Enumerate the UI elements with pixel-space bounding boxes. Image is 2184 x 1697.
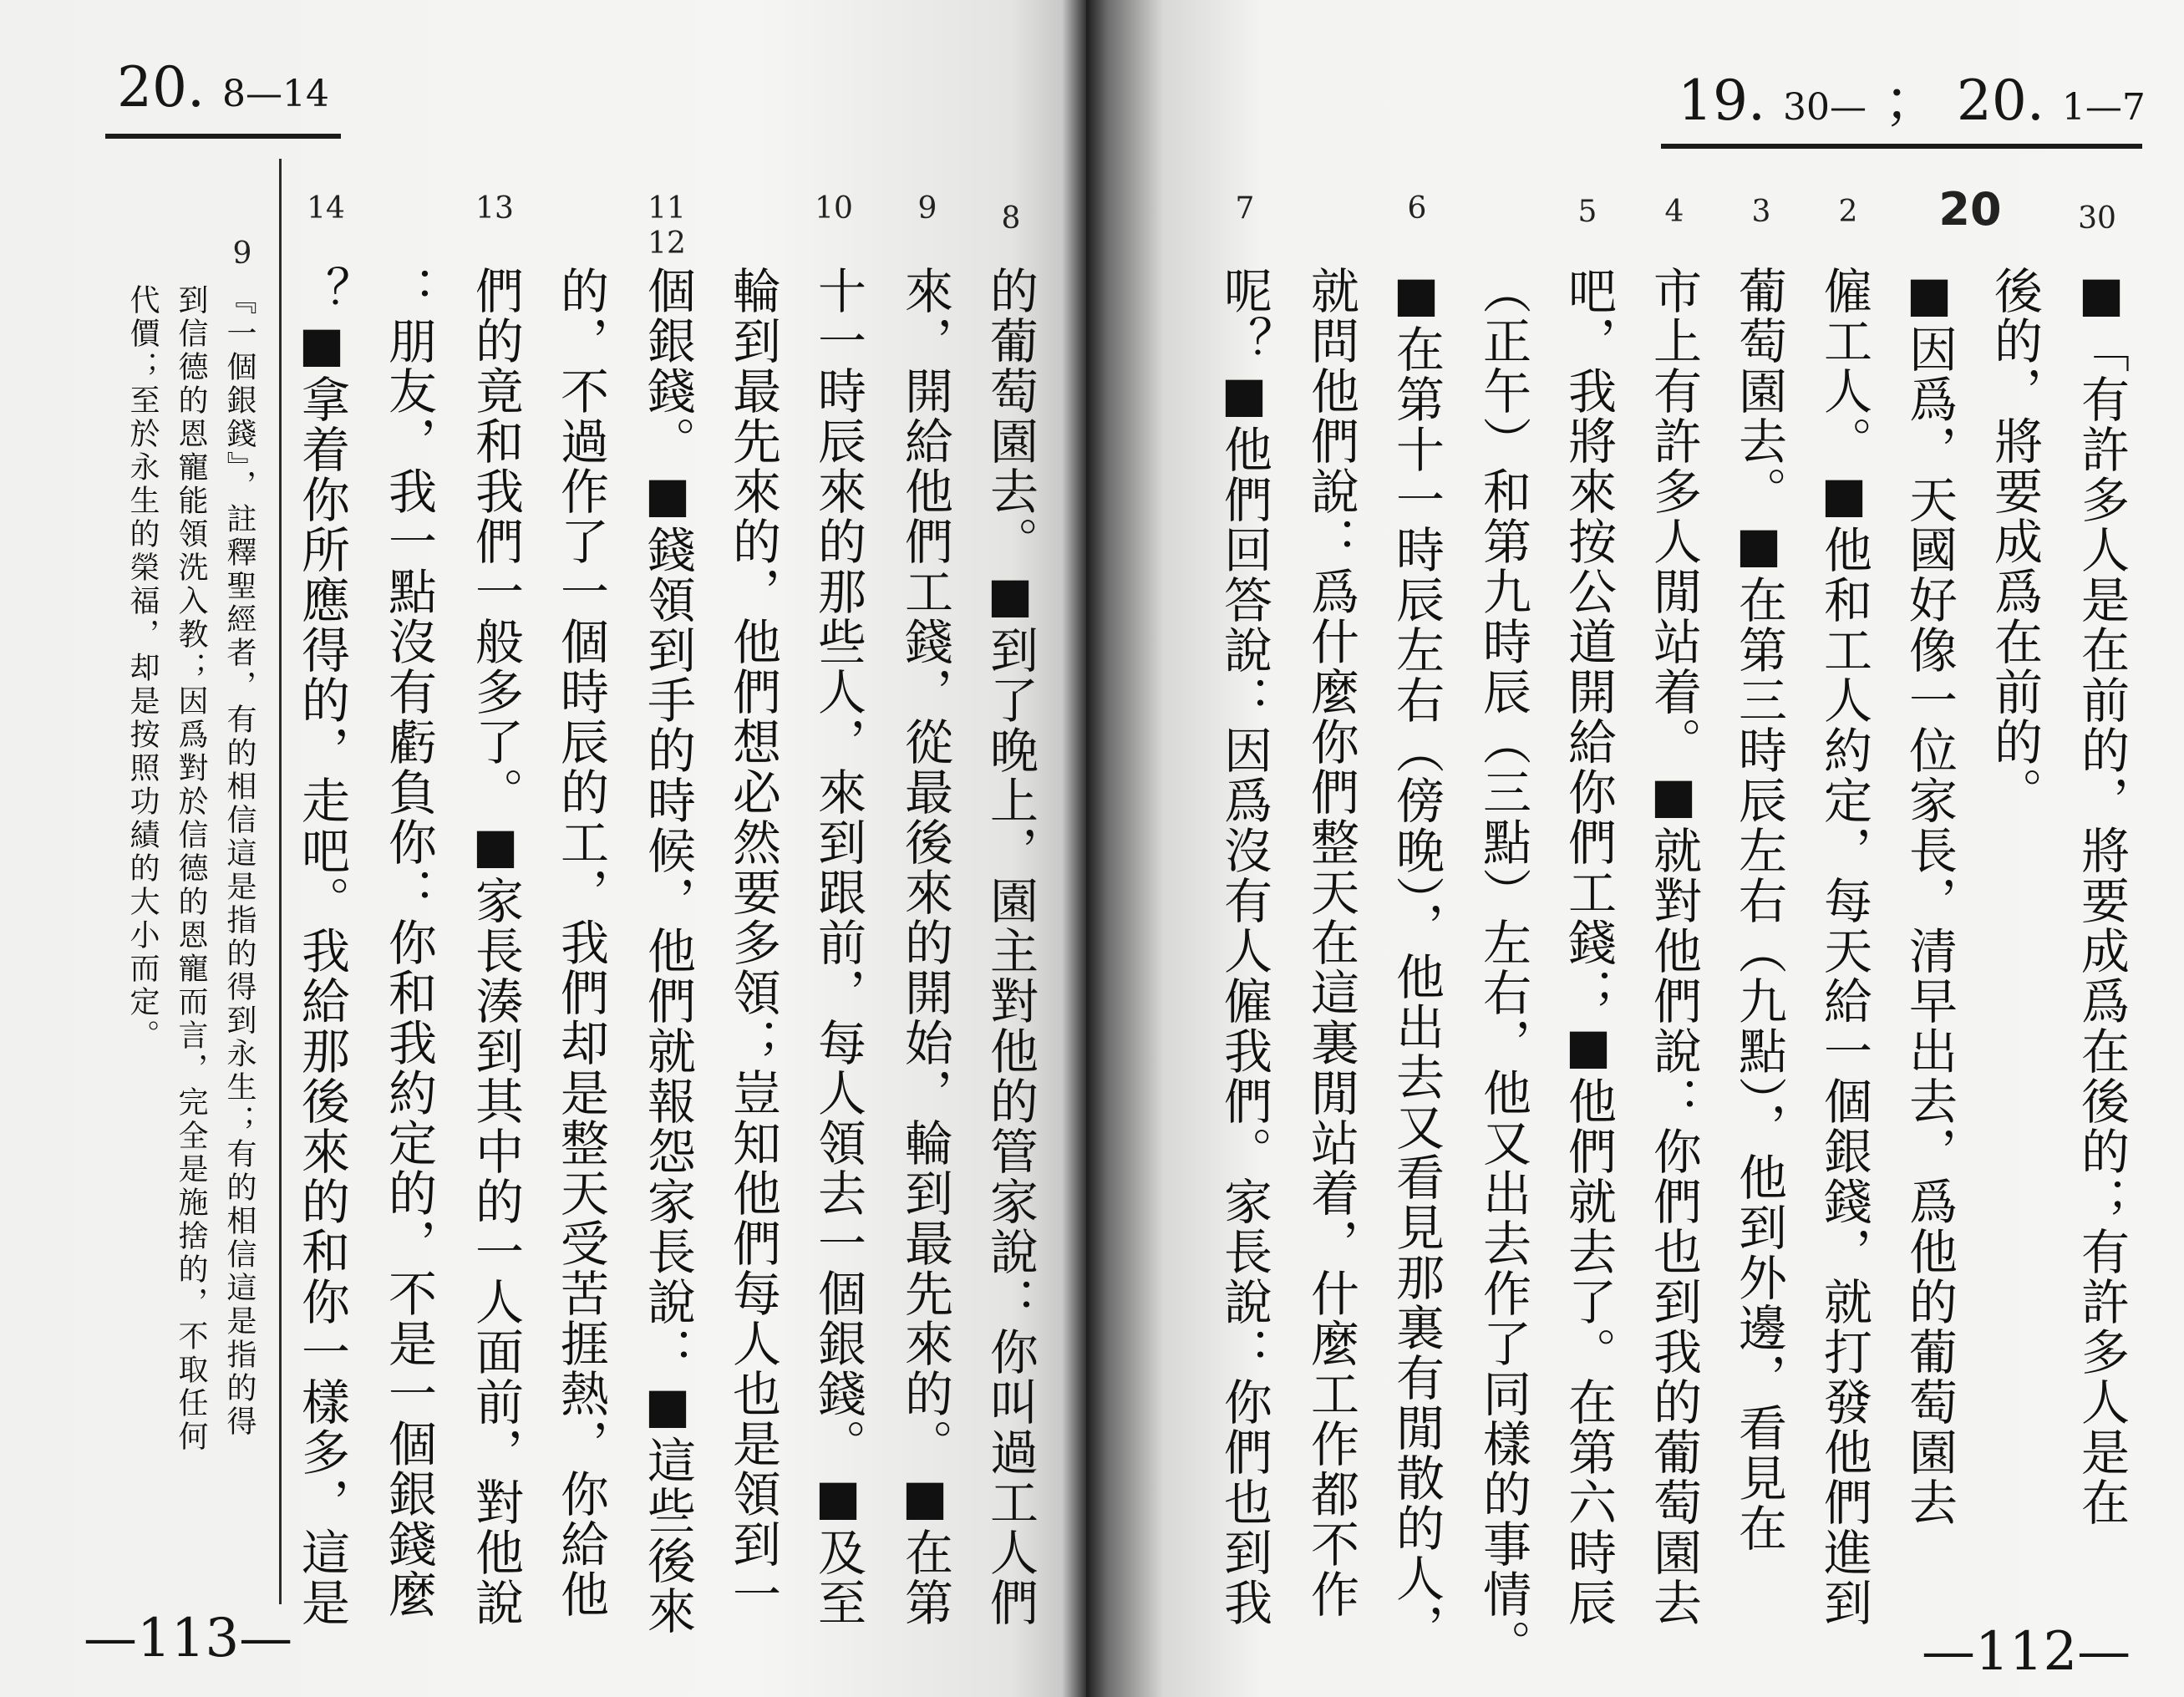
left-page	[0, 0, 1086, 1697]
right-header-separator: ；	[1883, 69, 1939, 133]
footnote-number: 9	[232, 236, 252, 271]
verse-number: 14	[307, 191, 345, 226]
text-column: ？■拿着你所應得的，走吧。我給那後來的和你一樣多，這是	[293, 266, 350, 1628]
verse-number: 7	[1235, 191, 1255, 226]
text-column: 市上有許多人閒站着。■就對他們說：你們也到我的葡萄園去	[1645, 266, 1702, 1628]
page-number: —112—	[1922, 1621, 2131, 1683]
text-column: 吧，我將來按公道開給你們工錢；■他們就去了。在第六時辰	[1560, 266, 1617, 1628]
text-column: 來，開給他們工錢，從最後來的開始，輪到最先來的。■在第	[896, 266, 953, 1628]
verse-number: 5	[1577, 195, 1597, 229]
left-header-rule	[105, 134, 341, 139]
verse-number: 8	[1001, 201, 1021, 236]
right-header-verses-a: 30—	[1782, 86, 1867, 129]
text-column: ：朋友，我一點沒有虧負你：你和我約定的，不是一個銀錢麼	[380, 266, 437, 1619]
verse-number: 9	[917, 191, 937, 226]
left-header-chapter: 20.	[117, 55, 205, 119]
verse-number: 11	[648, 191, 686, 226]
text-column: 的，不過作了一個時辰的工，我們却是整天受苦捱熱，你給他	[552, 266, 609, 1619]
text-column: 就問他們說：爲什麼你們整天在這裏閒站着，什麼工作都不作	[1303, 266, 1359, 1619]
verse-number: 3	[1751, 195, 1771, 229]
text-column: （正午）和第九時辰（三點）左右，他又出去作了同樣的事情。	[1475, 266, 1531, 1669]
chapter-number: 20	[1938, 183, 2002, 236]
left-header-verses: 8—14	[221, 73, 329, 115]
text-column: ■「有許多人是在前的，將要成爲在後的；有許多人是在	[2073, 266, 2130, 1527]
right-running-head	[1678, 69, 2146, 133]
page-number: —113—	[84, 1608, 293, 1669]
text-column: 後的，將要成爲在前的。	[1986, 266, 2043, 817]
verse-number: 12	[648, 226, 686, 261]
text-column: 的葡萄園去。■到了晚上，園主對他的管家說：你叫過工人們	[982, 266, 1039, 1628]
text-column: ■因爲，天國好像一位家長，清早出去，爲他的葡萄園去	[1901, 266, 1958, 1527]
text-column: ■在第十一時辰左右（傍晚），他出去又看見那裏有閒散的人，	[1388, 266, 1445, 1654]
right-header-chapter-a: 19.	[1678, 69, 1765, 133]
verse-number: 6	[1407, 191, 1427, 226]
text-column: 呢？■他們回答說：因爲沒有人僱我們。家長說：你們也到我	[1216, 266, 1272, 1628]
text-column: 們的竟和我們一般多了。■家長湊到其中的一人面前，對他說	[467, 266, 524, 1628]
right-header-chapter-b: 20.	[1956, 69, 2044, 133]
right-header-rule	[1661, 144, 2142, 149]
left-running-head	[117, 55, 329, 119]
footnote-line: 代價；至於永生的榮福，却是按照功績的大小而定。	[125, 284, 160, 1053]
footnote-rule	[279, 159, 282, 1604]
verse-number: 30	[2078, 201, 2116, 236]
text-column: 個銀錢。■錢領到手的時候，他們就報怨家長說：■這些後來	[639, 266, 696, 1636]
verse-number: 2	[1838, 195, 1858, 229]
verse-number: 10	[815, 191, 853, 226]
footnote-line: 『一個銀錢』，註釋聖經者，有的相信這是指的得到永生；有的相信這是指的得	[222, 284, 256, 1439]
right-header-verses-b: 1—7	[2061, 86, 2146, 129]
footnote-line: 到信德的恩寵能領洗入教；因爲對於信德的恩寵而言，完全是施捨的，不取任何	[174, 284, 208, 1454]
verse-number: 13	[475, 191, 514, 226]
text-column: 輪到最先來的，他們想必然要多領；豈知他們每人也是領到一	[724, 266, 781, 1619]
text-column: 僱工人。■他和工人約定，每天給一個銀錢，就打發他們進到	[1816, 266, 1872, 1628]
verse-number: 4	[1664, 195, 1684, 229]
right-page	[1086, 0, 2184, 1697]
text-column: 十一時辰來的那些人，來到跟前，每人領去一個銀錢。■及至	[810, 266, 866, 1628]
text-column: 葡萄園去。■在第三時辰左右（九點），他到外邊，看見在	[1730, 266, 1787, 1553]
